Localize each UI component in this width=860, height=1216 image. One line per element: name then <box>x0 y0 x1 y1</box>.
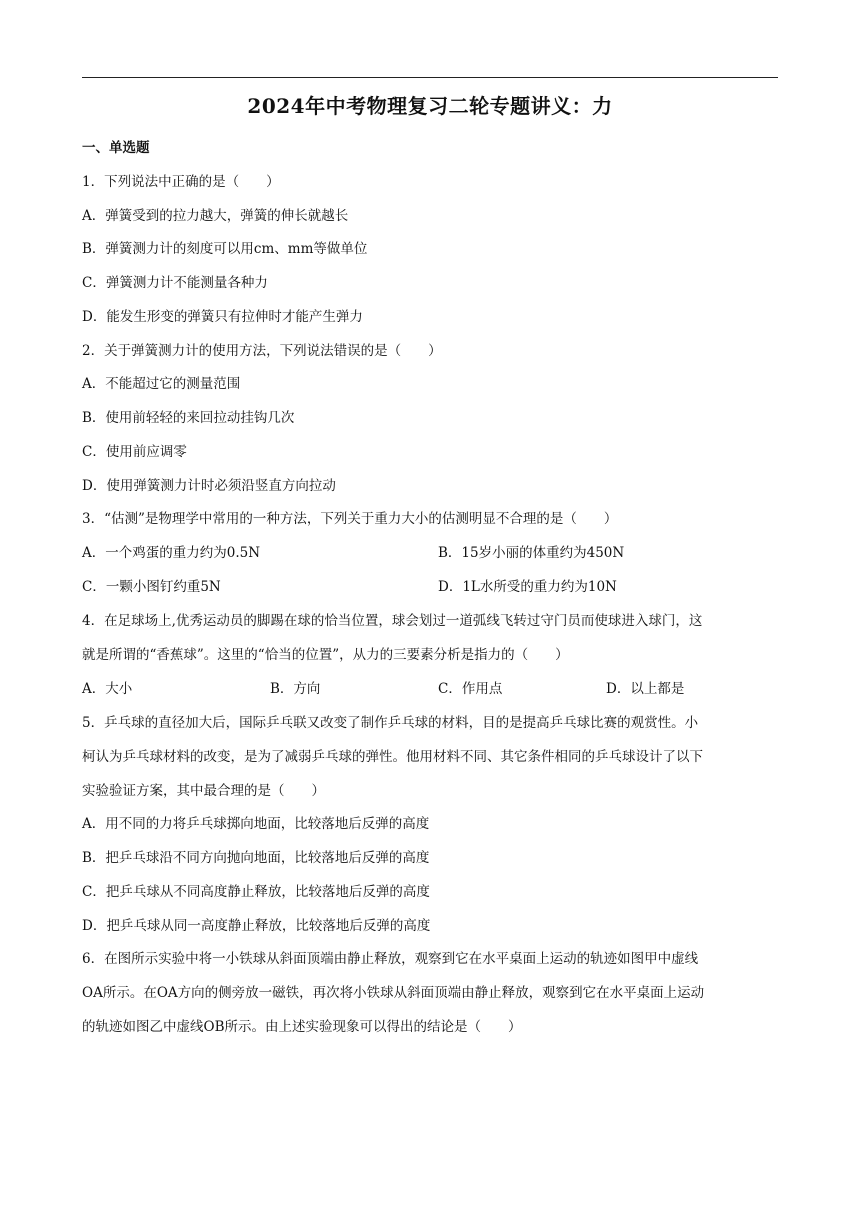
question-4-option-d: D．以上都是 <box>606 681 685 697</box>
question-5-option-d: D．把乒乓球从同一高度静止释放，比较落地后反弹的高度 <box>82 918 431 934</box>
question-4-option-c: C．作用点 <box>438 681 503 697</box>
question-2-option-a: A．不能超过它的测量范围 <box>82 376 241 392</box>
question-2-option-b: B．使用前轻轻的来回拉动挂钩几次 <box>82 410 295 426</box>
question-1-option-b: B．弹簧测力计的刻度可以用cm、mm等做单位 <box>82 241 368 257</box>
question-5-option-c: C．把乒乓球从不同高度静止释放，比较落地后反弹的高度 <box>82 884 430 900</box>
question-2-stem: 2．关于弹簧测力计的使用方法，下列说法错误的是（ ） <box>82 343 442 359</box>
question-5-stem-line-1: 5．乒乓球的直径加大后，国际乒乓联又改变了制作乒乓球的材料，目的是提高乒乓球比赛的观赏性。小 <box>82 715 699 731</box>
question-6-stem-line-1: 6．在图所示实验中将一小铁球从斜面顶端由静止释放，观察到它在水平桌面上运动的轨迹如图甲中虚线 <box>82 951 699 967</box>
question-1-option-d: D．能发生形变的弹簧只有拉伸时才能产生弹力 <box>82 309 363 325</box>
question-4-stem-line-1: 4．在足球场上,优秀运动员的脚踢在球的恰当位置，球会划过一道弧线飞转过守门员而使球进入球门，这 <box>82 613 703 629</box>
question-2-option-d: D．使用弹簧测力计时必须沿竖直方向拉动 <box>82 478 336 494</box>
question-6-stem-line-2: OA所示。在OA方向的侧旁放一磁铁，再次将小铁球从斜面顶端由静止释放，观察到它在水平桌面上运动 <box>82 985 705 1001</box>
question-4-option-a: A．大小 <box>82 681 133 697</box>
question-3-stem: 3．“估测”是物理学中常用的一种方法，下列关于重力大小的估测明显不合理的是（ ） <box>82 511 618 527</box>
question-1-option-c: C．弹簧测力计不能测量各种力 <box>82 275 268 291</box>
question-2-option-c: C．使用前应调零 <box>82 444 187 460</box>
question-5-option-b: B．把乒乓球沿不同方向抛向地面，比较落地后反弹的高度 <box>82 850 430 866</box>
question-5-stem-line-3: 实验验证方案，其中最合理的是（ ） <box>82 783 325 799</box>
question-3-option-d: D．1L水所受的重力约为10N <box>438 579 617 595</box>
question-1-stem: 1．下列说法中正确的是（ ） <box>82 174 280 190</box>
question-3-option-b: B．15岁小丽的体重约为450N <box>438 545 625 561</box>
question-1-option-a: A．弹簧受到的拉力越大，弹簧的伸长就越长 <box>82 208 349 224</box>
question-5-stem-line-2: 柯认为乒乓球材料的改变，是为了减弱乒乓球的弹性。他用材料不同、其它条件相同的乒乓球设计了以下 <box>82 749 703 765</box>
question-3-option-c: C．一颗小图钉约重5N <box>82 579 221 595</box>
page-title: 2024年中考物理复习二轮专题讲义：力 <box>247 94 613 118</box>
section-heading: 一、单选题 <box>82 140 150 156</box>
question-6-stem-line-3: 的轨迹如图乙中虚线OB所示。由上述实验现象可以得出的结论是（ ） <box>82 1019 522 1035</box>
question-4-stem-line-2: 就是所谓的“香蕉球”。这里的“恰当的位置”，从力的三要素分析是指力的（ ） <box>82 647 569 663</box>
question-5-option-a: A．用不同的力将乒乓球掷向地面，比较落地后反弹的高度 <box>82 816 430 832</box>
question-4-option-b: B．方向 <box>270 681 321 697</box>
question-3-option-a: A．一个鸡蛋的重力约为0.5N <box>82 545 261 561</box>
header-rule <box>82 77 778 78</box>
